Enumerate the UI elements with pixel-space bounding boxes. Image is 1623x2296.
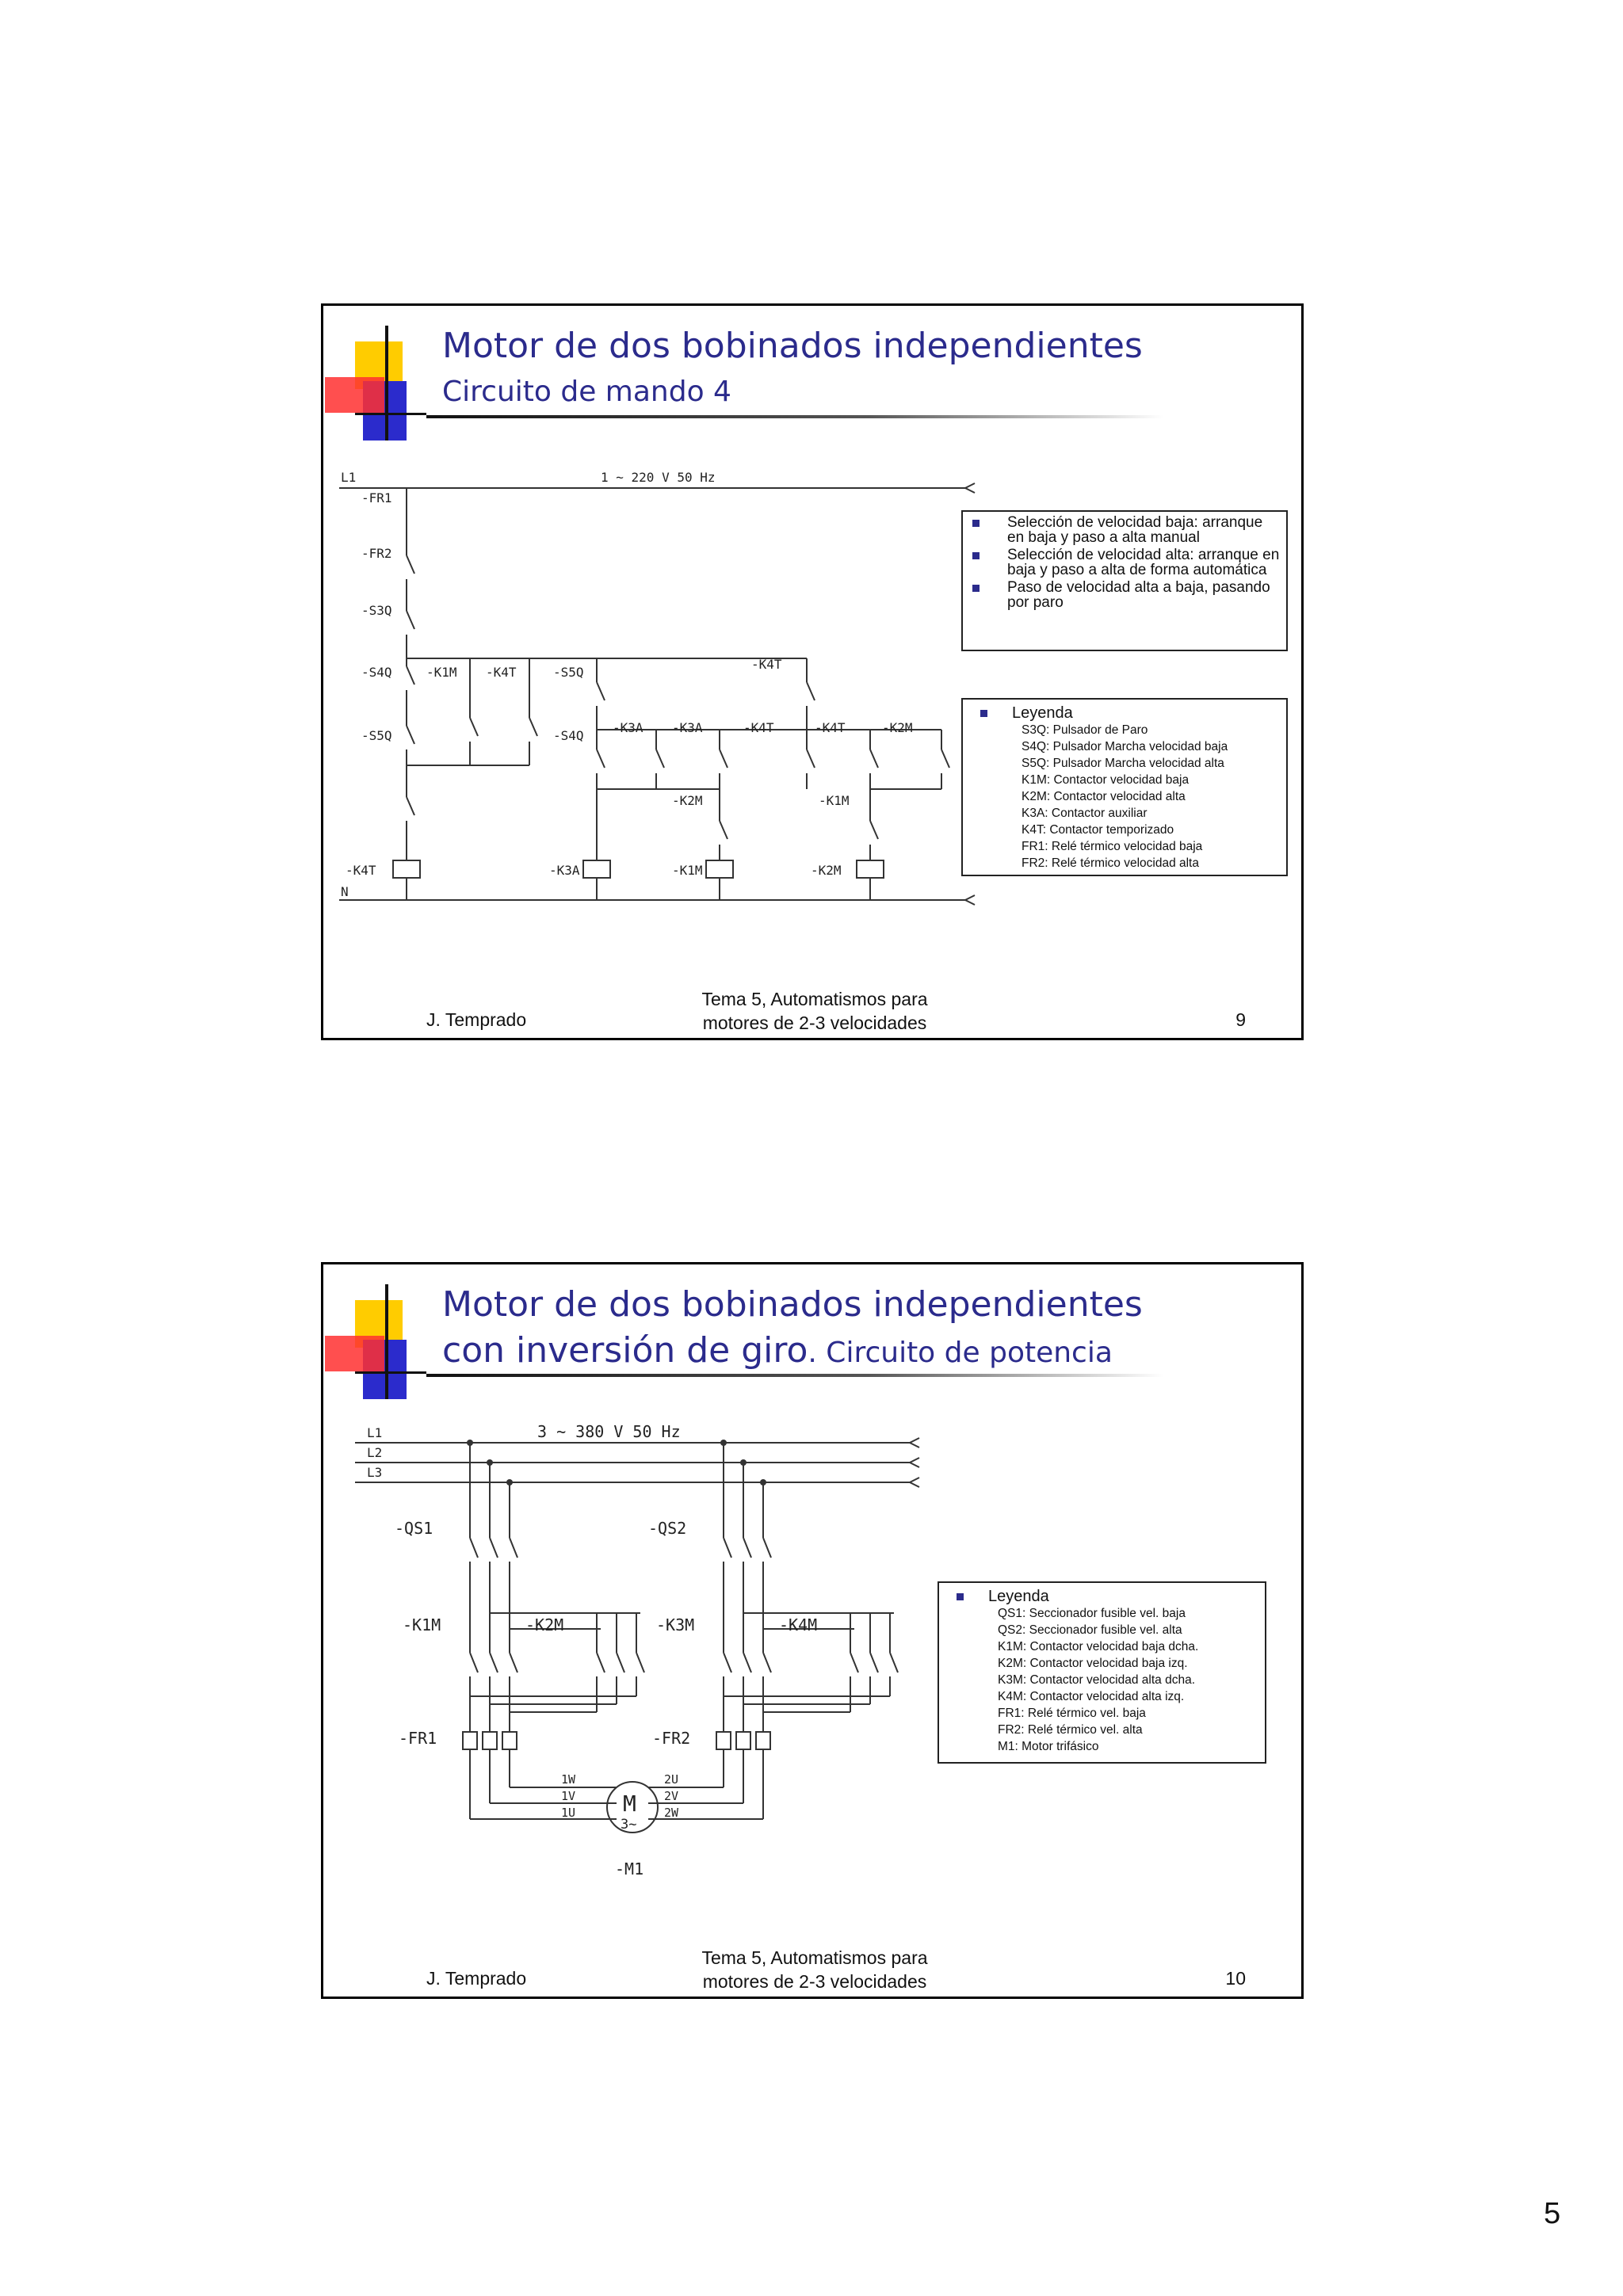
slide-subtitle: Circuito de mando 4 <box>442 376 731 408</box>
terminal-label: 2U <box>664 1772 679 1787</box>
legend-title: Leyenda <box>1012 704 1280 722</box>
legend-item: S5Q: Pulsador Marcha velocidad alta <box>1022 757 1224 770</box>
footer-topic: Tema 5, Automatismos para motores de 2-3 velocidades <box>701 1947 928 1992</box>
legend-item: S4Q: Pulsador Marcha velocidad baja <box>1022 740 1228 753</box>
title-line-2: con inversión de giro <box>442 1330 808 1371</box>
note-item: Selección de velocidad alta: arranque en baja y paso a alta de forma automática <box>1007 547 1280 578</box>
component-label: -S3Q <box>361 603 392 618</box>
line-label: L3 <box>367 1465 383 1480</box>
component-label: -K1M <box>426 665 457 680</box>
slide-2 <box>321 1262 1304 1999</box>
terminal-label: 2V <box>664 1789 679 1803</box>
component-label: -K1M <box>819 793 850 808</box>
legend-item: FR2: Relé térmico velocidad alta <box>1022 856 1199 870</box>
component-label: -S5Q <box>553 665 584 680</box>
legend-item: FR1: Relé térmico velocidad baja <box>1022 840 1203 853</box>
component-label: -S4Q <box>361 665 392 680</box>
line-label: L1 <box>341 470 357 485</box>
component-label: -K3A <box>549 863 580 878</box>
legend-item: FR2: Relé térmico vel. alta <box>998 1723 1143 1737</box>
legend-item: QS1: Seccionador fusible vel. baja <box>998 1607 1186 1620</box>
legend-box <box>938 1581 1266 1764</box>
supply-label: 1 ~ 220 V 50 Hz <box>601 470 716 485</box>
component-label: -K2M <box>882 720 913 735</box>
component-label: -QS1 <box>395 1519 433 1538</box>
legend-title: Leyenda <box>988 1588 1258 1605</box>
bullet-icon <box>957 1593 964 1600</box>
legend-item: QS2: Seccionador fusible vel. alta <box>998 1623 1182 1637</box>
legend-item: K2M: Contactor velocidad baja izq. <box>998 1657 1188 1670</box>
neutral-label: N <box>341 884 349 899</box>
supply-label: 3 ~ 380 V 50 Hz <box>537 1422 681 1441</box>
legend-item: M1: Motor trifásico <box>998 1740 1099 1753</box>
legend-item: K1M: Contactor velocidad baja <box>1022 773 1190 787</box>
component-label: -K3A <box>613 720 643 735</box>
component-label: -K4T <box>743 720 774 735</box>
bullet-icon <box>972 520 980 527</box>
page-number: 9 <box>1235 1009 1246 1030</box>
legend-item: K2M: Contactor velocidad alta <box>1022 790 1186 803</box>
line-label: L2 <box>367 1445 383 1460</box>
component-label: -FR2 <box>361 546 392 561</box>
legend-item: FR1: Relé térmico vel. baja <box>998 1707 1146 1720</box>
component-label: -K2M <box>811 863 842 878</box>
component-label: -K2M <box>525 1615 564 1634</box>
slide-1 <box>321 303 1304 1040</box>
bullet-icon <box>972 552 980 559</box>
terminal-label: 2W <box>664 1806 679 1820</box>
notes-box <box>961 510 1288 651</box>
component-label: -K3M <box>656 1615 695 1634</box>
terminal-label: 1W <box>561 1772 576 1787</box>
component-label: -FR1 <box>361 490 392 505</box>
legend-item: K4T: Contactor temporizado <box>1022 823 1174 837</box>
component-label: -M1 <box>615 1859 644 1878</box>
legend-item: K3A: Contactor auxiliar <box>1022 807 1148 820</box>
legend-item: S3Q: Pulsador de Paro <box>1022 723 1148 737</box>
component-label: -K1M <box>672 863 703 878</box>
terminal-label: 1U <box>561 1806 576 1820</box>
legend-item: K4M: Contactor velocidad alta izq. <box>998 1690 1185 1703</box>
sheet-page-number: 5 <box>1544 2197 1561 2230</box>
component-label: -K4T <box>815 720 846 735</box>
page-number: 10 <box>1225 1968 1246 1989</box>
note-item: Paso de velocidad alta a baja, pasando por paro <box>1007 580 1280 610</box>
component-label: -K4M <box>779 1615 818 1634</box>
component-label: -K2M <box>672 793 703 808</box>
component-label: -QS2 <box>648 1519 687 1538</box>
legend-item: K1M: Contactor velocidad baja dcha. <box>998 1640 1199 1653</box>
component-label: -FR1 <box>399 1729 437 1748</box>
component-label: -K3A <box>672 720 703 735</box>
bullet-icon <box>980 710 987 717</box>
motor-phase: 3~ <box>621 1817 637 1833</box>
legend-item: K3M: Contactor velocidad alta dcha. <box>998 1673 1195 1687</box>
bullet-icon <box>972 585 980 592</box>
legend-box <box>961 698 1288 876</box>
slide-title: Motor de dos bobinados independientes Circuito de mando 4 <box>442 323 1143 415</box>
component-label: -K1M <box>403 1615 441 1634</box>
component-label: -S5Q <box>361 728 392 743</box>
line-label: L1 <box>367 1425 383 1440</box>
terminal-label: 1V <box>561 1789 576 1803</box>
motor-symbol: M <box>623 1791 636 1817</box>
component-label: -FR2 <box>652 1729 691 1748</box>
slide-subtitle: . Circuito de potencia <box>808 1337 1113 1369</box>
component-label: -K4T <box>751 657 782 672</box>
note-item: Selección de velocidad baja: arranque en baja y paso a alta manual <box>1007 515 1280 545</box>
component-label: -K4T <box>486 665 517 680</box>
footer-author: J. Temprado <box>426 1009 527 1030</box>
component-label: -S4Q <box>553 728 584 743</box>
footer-topic: Tema 5, Automatismos para motores de 2-3 velocidades <box>701 989 928 1033</box>
component-label: -K4T <box>346 863 376 878</box>
slide-title: Motor de dos bobinados independientes con inversión de giro. Circuito de potencia <box>442 1284 1143 1371</box>
footer-author: J. Temprado <box>426 1968 527 1989</box>
